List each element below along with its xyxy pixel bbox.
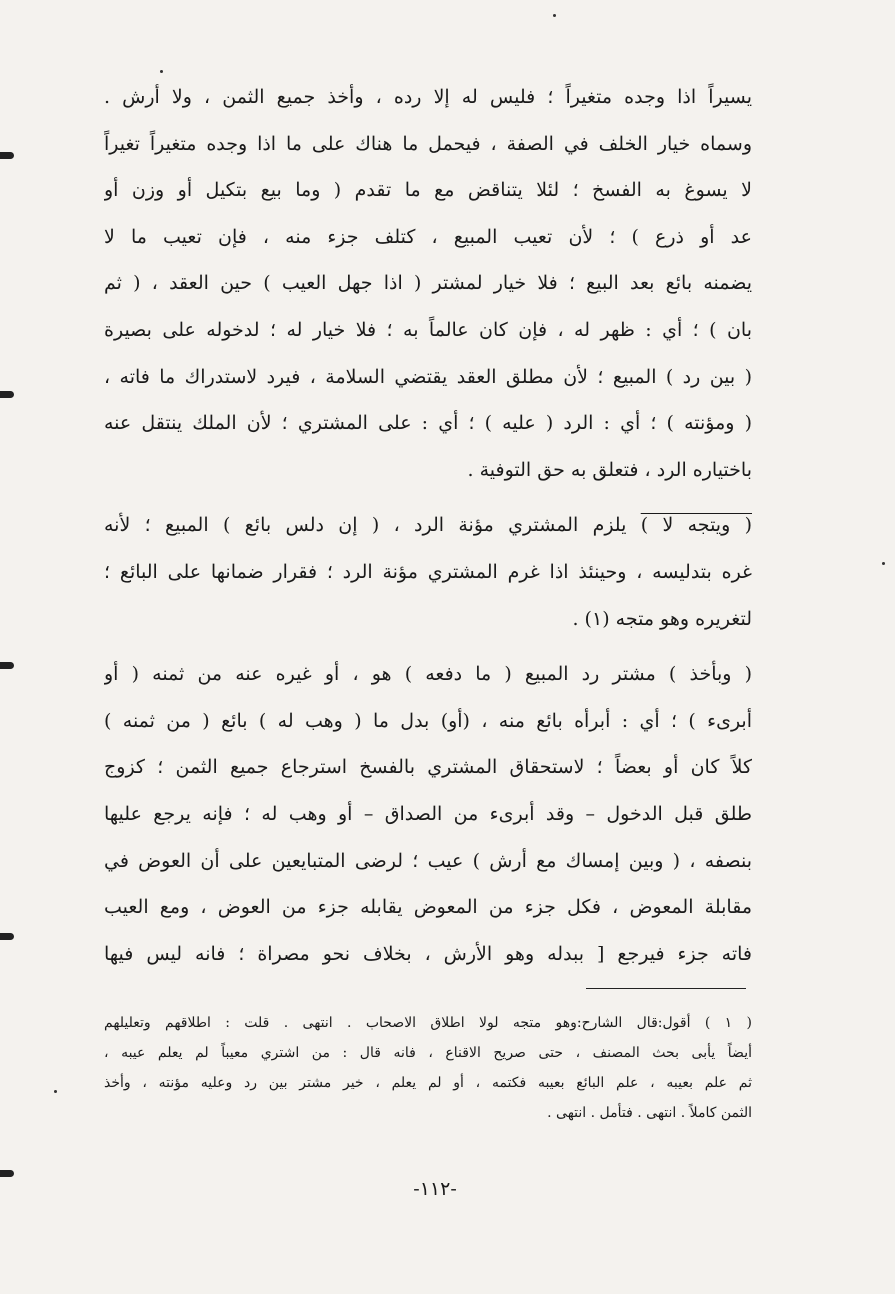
footnote-divider [586, 988, 746, 989]
lead-phrase: ( ويتجه لا ) [640, 514, 752, 537]
page-number: -١١٢- [413, 1178, 457, 1200]
text-line: غره بتدليسه ، وحينئذ اذا غرم المشتري مؤنة الرد ؛ فقرار ضمانها على البائع ؛ [104, 560, 752, 583]
text-line: لا يسوغ به الفسخ ؛ لئلا يتناقض مع ما تقدم ( وما بيع بتكيل أو وزن أو [104, 179, 752, 202]
text-line: أبرىء ) ؛ أي : أبرأه بائع منه ، (أو) بدل ما ( وهب له ) بائع ( من ثمنه ) [104, 709, 752, 732]
scan-speck [54, 1090, 57, 1093]
footnote [104, 1008, 752, 1128]
text-line: ( ومؤنته ) ؛ أي : الرد ( عليه ) ؛ أي : على المشتري ؛ لأن الملك ينتقل عنه [104, 412, 752, 435]
text-line: يضمنه بائع بعد البيع ؛ فلا خيار لمشتر ( اذا جهل العيب ) حين العقد ، ( ثم [104, 272, 752, 295]
main-text [104, 74, 752, 977]
text-line: وسماه خيار الخلف في الصفة ، فيحمل ما هناك على ما اذا وجده متغيراً تغيراً [104, 132, 752, 155]
text-line: لتغريره وهو متجه (١) . [572, 607, 752, 630]
text-line: يسيراً اذا وجده متغيراً ؛ فليس له إلا رده ، وأخذ جميع الثمن ، ولا أرش . [104, 86, 752, 108]
text-line: كلاً كان أو بعضاً ؛ لاستحقاق المشتري بالفسخ استرجاع جميع الثمن ؛ كزوج [104, 756, 752, 779]
text-line: مقابلة المعوض ، فكل جزء من المعوض يقابله جزء من العوض ، ومع العيب [104, 896, 752, 919]
text-line: طلق قبل الدخول – وقد أبرىء من الصداق – أو وهب له ؛ فإنه يرجع عليها [104, 802, 752, 825]
scan-speck [882, 562, 885, 565]
text-line [104, 502, 752, 549]
text-line: عد أو ذرع ) ؛ لأن تعيب المبيع ، كتلف جزء منه ، فإن تعيب ما لا [104, 225, 752, 248]
text-line: ( بين رد ) المبيع ؛ لأن مطلق العقد يقتضي السلامة ، فيرد لاستدراك ما فاته ، [104, 365, 752, 388]
binding-mark [0, 152, 14, 159]
scan-speck [553, 14, 556, 17]
footnote-line: ( ١ ) أقول:قال الشارح:وهو متجه لولا اطلاق الاصحاب . انتهى . قلت : اطلاقهم وتعليلهم [104, 1015, 752, 1031]
footnote-line: ثم علم بعيبه ، علم البائع بعيبه فكتمه ، أو لم يعلم ، خير مشتر بين رد وعليه مؤنته ، وأخذ [104, 1075, 752, 1091]
binding-mark [0, 933, 14, 940]
text-line: ( وبأخذ ) مشتر رد المبيع ( ما دفعه ) هو ، أو غيره عنه من ثمنه ( أو [104, 663, 752, 686]
text-line: بنصفه ، ( وبين إمساك مع أرش ) عيب ؛ لرضى المتبايعين على أن العوض في [104, 849, 752, 872]
text-line: بان ) ؛ أي : ظهر له ، فإن كان عالماً به ؛ فلا خيار له ؛ لدخوله على بصيرة [104, 318, 752, 341]
footnote-line: أيضاً يأبى بحث المصنف ، حتى صريح الاقناع ، فانه قال : من اشتري معيباً لم يعلم عيبه ، [104, 1045, 752, 1061]
text-line: فاته جزء فيرجع [ ببدله وهو الأرش ، بخلاف نحو مصراة ؛ فانه ليس فيها [104, 942, 752, 965]
binding-mark [0, 662, 14, 669]
binding-mark [0, 391, 14, 398]
text-line: باختياره الرد ، فتعلق به حق التوفية . [467, 458, 752, 481]
binding-mark [0, 1170, 14, 1177]
scan-speck [160, 70, 163, 73]
text-fragment: يلزم المشتري مؤنة الرد ، ( إن دلس بائع ) المبيع ؛ لأنه [104, 514, 641, 537]
footnote-line: الثمن كاملاً . انتهى . فتأمل . انتهى . [547, 1105, 752, 1121]
